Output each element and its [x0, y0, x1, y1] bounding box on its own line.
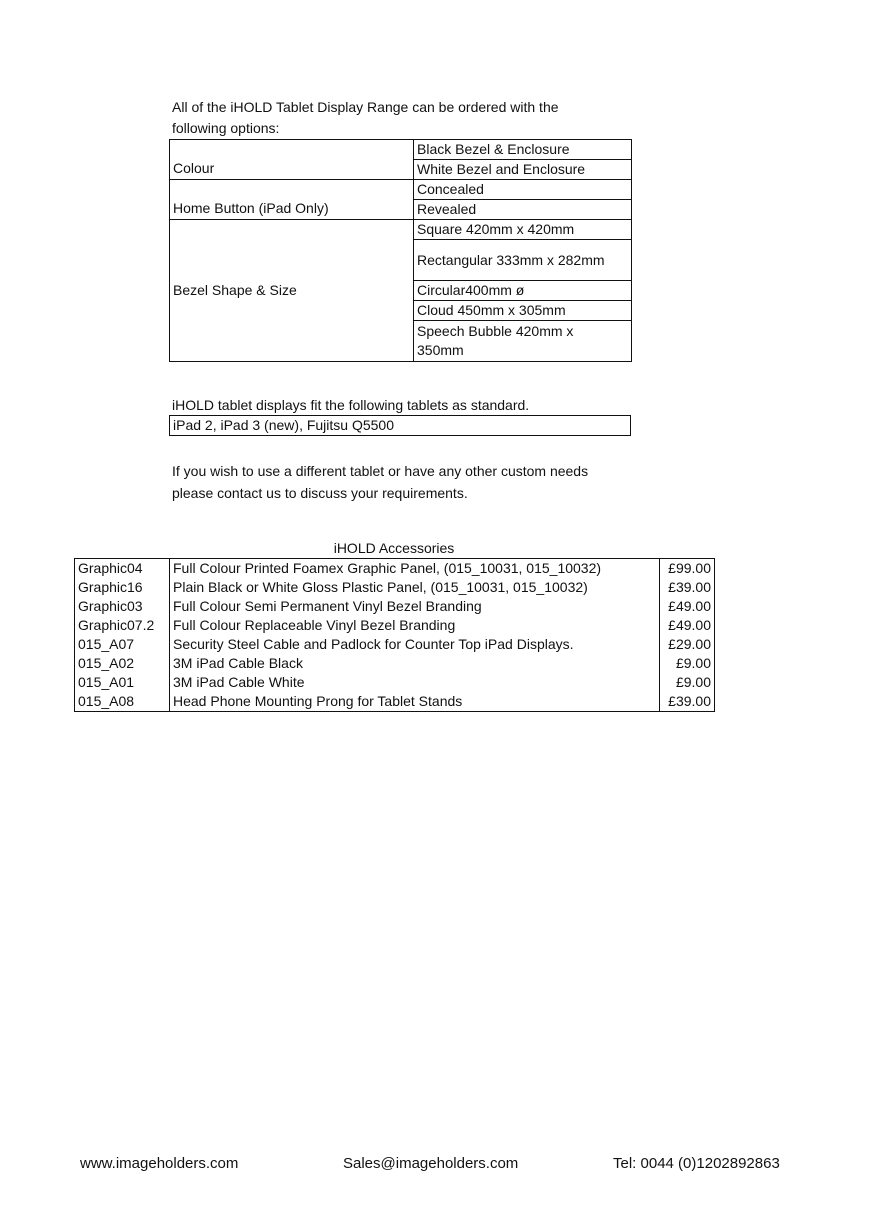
accessory-description: Security Steel Cable and Padlock for Counter Top iPad Displays. [170, 635, 660, 654]
accessory-code: 015_A08 [75, 692, 170, 712]
accessory-description: Full Colour Semi Permanent Vinyl Bezel Branding [170, 597, 660, 616]
accessory-price: £99.00 [660, 559, 715, 579]
accessory-description: Plain Black or White Gloss Plastic Panel, (015_10031, 015_10032) [170, 578, 660, 597]
options-row [170, 220, 632, 240]
accessories-title: iHOLD Accessories [333, 540, 455, 556]
option-label-home-button: Home Button (iPad Only) [170, 180, 414, 220]
table-row [75, 635, 715, 654]
intro-line-1: All of the iHOLD Tablet Display Range can be ordered with the [172, 99, 559, 115]
option-value: Revealed [414, 200, 632, 220]
accessory-price: £49.00 [660, 616, 715, 635]
accessory-description: Full Colour Printed Foamex Graphic Panel, (015_10031, 015_10032) [170, 559, 660, 579]
table-row [75, 692, 715, 712]
option-value: Circular400mm ø [414, 281, 632, 301]
footer-website[interactable]: www.imageholders.com [80, 1155, 239, 1172]
footer-phone: Tel: 0044 (0)1202892863 [613, 1155, 780, 1172]
accessory-code: 015_A02 [75, 654, 170, 673]
table-row [75, 578, 715, 597]
intro-text [172, 97, 642, 139]
table-row [75, 654, 715, 673]
accessory-price: £9.00 [660, 673, 715, 692]
accessory-description: Full Colour Replaceable Vinyl Bezel Branding [170, 616, 660, 635]
table-row [75, 616, 715, 635]
footer-email[interactable]: Sales@imageholders.com [343, 1155, 519, 1172]
options-row [170, 140, 632, 160]
option-value: White Bezel and Enclosure [414, 160, 632, 180]
option-label-bezel: Bezel Shape & Size [170, 220, 414, 362]
tablets-list: iPad 2, iPad 3 (new), Fujitsu Q5500 [170, 416, 631, 436]
option-value: Square 420mm x 420mm [414, 220, 632, 240]
accessory-description: 3M iPad Cable Black [170, 654, 660, 673]
accessory-description: 3M iPad Cable White [170, 673, 660, 692]
options-table [169, 139, 632, 362]
accessory-price: £49.00 [660, 597, 715, 616]
options-row [170, 180, 632, 200]
option-value: Speech Bubble 420mm x 350mm [414, 321, 632, 362]
accessory-code: Graphic07.2 [75, 616, 170, 635]
table-row [75, 597, 715, 616]
accessory-code: 015_A01 [75, 673, 170, 692]
option-label-colour: Colour [170, 140, 414, 180]
accessory-price: £39.00 [660, 578, 715, 597]
custom-line-2: please contact us to discuss your requirements. [172, 485, 468, 501]
option-value: Rectangular 333mm x 282mm [414, 240, 632, 281]
custom-line-1: If you wish to use a different tablet or have any other custom needs [172, 463, 589, 479]
option-value: Black Bezel & Enclosure [414, 140, 632, 160]
accessory-code: 015_A07 [75, 635, 170, 654]
accessories-table [74, 558, 715, 712]
tablets-heading: iHOLD tablet displays fit the following tablets as standard. [172, 397, 530, 413]
tablets-table [169, 415, 631, 436]
table-row [75, 673, 715, 692]
accessory-code: Graphic03 [75, 597, 170, 616]
accessory-description: Head Phone Mounting Prong for Tablet Stands [170, 692, 660, 712]
accessory-price: £9.00 [660, 654, 715, 673]
accessory-code: Graphic16 [75, 578, 170, 597]
custom-needs-text [172, 460, 642, 504]
option-value: Cloud 450mm x 305mm [414, 301, 632, 321]
intro-line-2: following options: [172, 120, 280, 136]
option-value: Concealed [414, 180, 632, 200]
accessory-price: £29.00 [660, 635, 715, 654]
accessory-code: Graphic04 [75, 559, 170, 579]
accessory-price: £39.00 [660, 692, 715, 712]
table-row [75, 559, 715, 579]
